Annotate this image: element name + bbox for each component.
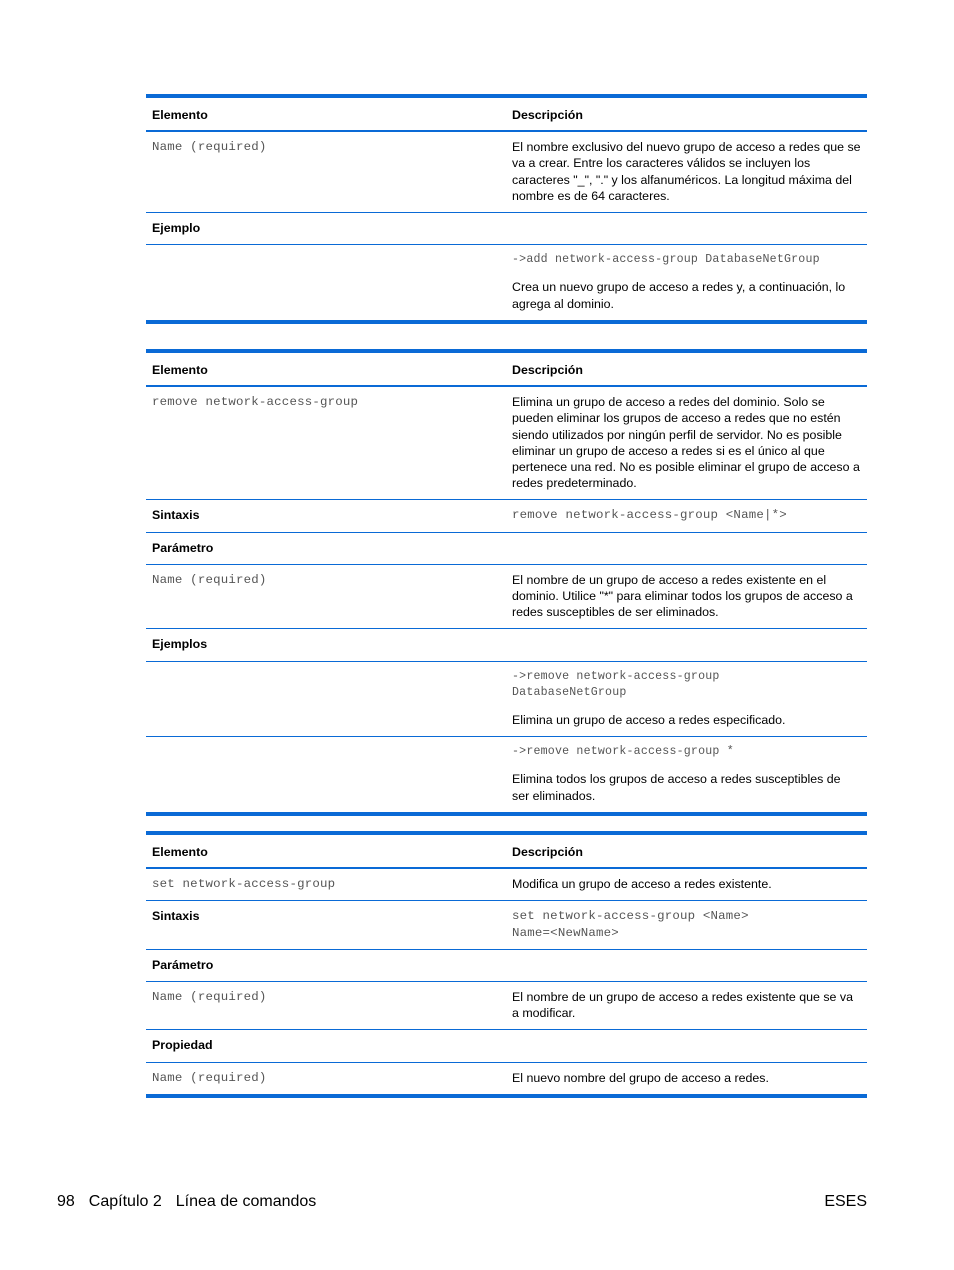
empty-cell [506, 949, 867, 981]
chapter-title: Línea de comandos [175, 1193, 317, 1210]
header-elemento: Elemento [152, 845, 208, 859]
table-row [146, 982, 867, 1030]
example-description: Elimina todos los grupos de acceso a redes susceptibles de ser eliminados. [512, 772, 841, 803]
table-row [146, 131, 867, 212]
empty-cell [506, 532, 867, 564]
locale-code: ESES [824, 1193, 867, 1210]
table-row [146, 213, 867, 245]
empty-cell [506, 629, 867, 661]
empty-cell [146, 661, 506, 737]
example-cell [506, 661, 867, 737]
table-row [146, 901, 867, 949]
example-command: ->remove network-access-group DatabaseNetGroup [512, 669, 720, 699]
table-add-network-access-group [146, 94, 867, 324]
element-command: set network-access-group [146, 868, 506, 901]
description-text: El nombre de un grupo de acceso a redes existente en el dominio. Utilice "*" para eliminar todos los grupos de acceso a redes susceptibles de ser eliminados. [506, 564, 867, 629]
table-set-network-access-group [146, 831, 867, 1098]
table-row [146, 737, 867, 814]
page-footer-left [57, 1192, 316, 1212]
empty-cell [146, 737, 506, 814]
table-row [146, 1062, 867, 1096]
section-label-ejemplo: Ejemplo [146, 213, 506, 245]
table-row [146, 500, 867, 532]
description-text: El nombre exclusivo del nuevo grupo de acceso a redes que se va a crear. Entre los caracteres válidos se incluyen los caracteres "_", "." y los alfanuméricos. La longitud máxima del nombre es de 64 caracteres. [506, 131, 867, 212]
empty-cell [506, 1030, 867, 1062]
section-label-sintaxis: Sintaxis [146, 901, 506, 949]
chapter-label: Capítulo 2 [88, 1193, 162, 1210]
example-description: Elimina un grupo de acceso a redes especificado. [512, 713, 786, 728]
empty-cell [506, 213, 867, 245]
table-row [146, 868, 867, 901]
table-row [146, 949, 867, 981]
table-row [146, 629, 867, 661]
table-row [146, 661, 867, 737]
table-row [146, 564, 867, 629]
description-text: Modifica un grupo de acceso a redes existente. [506, 868, 867, 901]
table-header-row [146, 96, 867, 131]
example-command: ->remove network-access-group * [512, 745, 734, 759]
example-command: ->add network-access-group DatabaseNetGroup [512, 253, 820, 267]
section-label-ejemplos: Ejemplos [146, 629, 506, 661]
section-label-propiedad: Propiedad [146, 1030, 506, 1062]
table-header-row [146, 351, 867, 386]
element-command: remove network-access-group [146, 386, 506, 500]
element-name-required: Name (required) [146, 1062, 506, 1096]
example-description: Crea un nuevo grupo de acceso a redes y, a continuación, lo agrega al dominio. [512, 280, 846, 311]
syntax-command: set network-access-group <Name> Name=<NewName> [506, 901, 867, 949]
empty-cell [146, 245, 506, 322]
element-name-required: Name (required) [146, 982, 506, 1030]
header-descripcion: Descripción [512, 363, 583, 377]
table-remove-network-access-group [146, 349, 867, 816]
example-cell [506, 245, 867, 322]
section-label-parametro: Parámetro [146, 949, 506, 981]
header-descripcion: Descripción [512, 845, 583, 859]
header-elemento: Elemento [152, 108, 208, 122]
description-text: El nuevo nombre del grupo de acceso a redes. [506, 1062, 867, 1096]
header-elemento: Elemento [152, 363, 208, 377]
table-row [146, 386, 867, 500]
example-cell [506, 737, 867, 814]
element-name-required: Name (required) [146, 131, 506, 212]
table-row [146, 245, 867, 322]
section-label-parametro: Parámetro [146, 532, 506, 564]
description-text: Elimina un grupo de acceso a redes del dominio. Solo se pueden eliminar los grupos de acceso a redes que no estén siendo utilizados por ningún perfil de servidor. No es posible eliminar un grupo de acceso a redes si es el único al que pertenece una red. No es posible eliminar el grupo de acceso a redes predeterminado. [506, 386, 867, 500]
section-label-sintaxis: Sintaxis [146, 500, 506, 532]
syntax-command: remove network-access-group <Name|*> [506, 500, 867, 532]
table-header-row [146, 833, 867, 868]
table-row [146, 532, 867, 564]
page-number: 98 [57, 1193, 75, 1210]
table-row [146, 1030, 867, 1062]
header-descripcion: Descripción [512, 108, 583, 122]
description-text: El nombre de un grupo de acceso a redes existente que se va a modificar. [506, 982, 867, 1030]
element-name-required: Name (required) [146, 564, 506, 629]
